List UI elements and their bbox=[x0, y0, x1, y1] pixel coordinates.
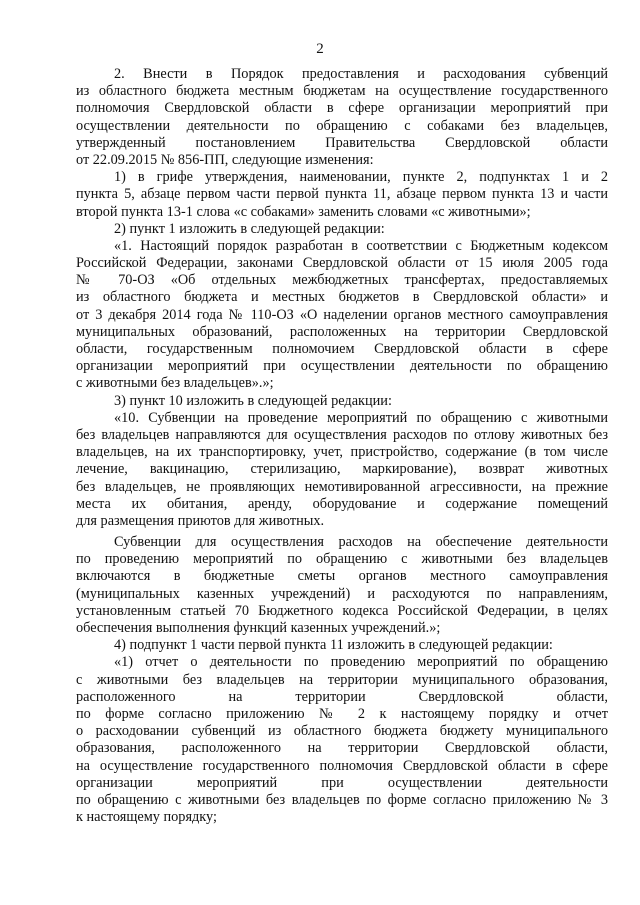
text-line: «1. Настоящий порядок разработан в соответствии с Бюджетным кодексом bbox=[114, 237, 608, 254]
text-line: обеспечения выполнения функций казенных учреждений.»; bbox=[76, 620, 441, 636]
text-line: от 22.09.2015 № 856-ПП, следующие изменения: bbox=[76, 151, 374, 168]
text-line: без владельцев направляются для осуществления расходов по отлову животных без bbox=[76, 426, 608, 443]
paragraph bbox=[76, 410, 608, 530]
text-line: Субвенции для осуществления расходов на обеспечение деятельности bbox=[114, 534, 608, 551]
text-line: организации мероприятий при осуществлении деятельности bbox=[76, 774, 608, 791]
text-line: 2) пункт 1 изложить в следующей редакции: bbox=[114, 220, 385, 237]
text-line: с животными без владельцев на территории муниципального образования, bbox=[76, 671, 608, 688]
paragraph bbox=[76, 221, 608, 238]
text-line: организации мероприятий при осуществлении деятельности по обращению bbox=[76, 358, 608, 375]
text-line: «1) отчет о деятельности по проведению мероприятий по обращению bbox=[114, 654, 608, 671]
text-line: 3) пункт 10 изложить в следующей редакции: bbox=[114, 392, 392, 409]
text-line: 2. Внести в Порядок предоставления и расходования субвенций bbox=[114, 66, 608, 82]
text-line: лечение, вакцинацию, стерилизацию, маркирование), возврат животных bbox=[76, 461, 608, 478]
text-line: по обращению с животными без владельцев по форме согласно приложению № 3 bbox=[76, 791, 608, 808]
text-line: образования, расположенного на территории Свердловской области, bbox=[76, 740, 608, 757]
text-line: утвержденный постановлением Правительства Свердловской области bbox=[76, 134, 608, 151]
text-line: «10. Субвенции на проведение мероприятий по обращению с животными bbox=[114, 409, 608, 426]
text-line: на осуществление государственного полномочия Свердловской области в сфере bbox=[76, 757, 608, 774]
text-line: расположенного на территории Свердловской области, bbox=[76, 688, 608, 705]
text-line: из областного бюджета и местных бюджетов в Свердловской области» и bbox=[76, 289, 608, 306]
text-line: о расходовании субвенций из областного бюджета бюджету муниципального bbox=[76, 723, 608, 740]
document-body bbox=[76, 66, 608, 826]
text-line: осуществлении деятельности по обращению с собаками без владельцев, bbox=[76, 117, 608, 134]
text-line: от 3 декабря 2014 года № 110-ОЗ «О наделении органов местного самоуправления bbox=[76, 306, 608, 323]
paragraph bbox=[76, 393, 608, 410]
text-line: муниципальных образований, расположенных на территории Свердловской bbox=[76, 323, 608, 340]
paragraph bbox=[76, 66, 608, 169]
paragraph bbox=[76, 169, 608, 221]
text-line: пункта 5, абзаце первом части первой пункта 11, абзаце первом пункта 13 и части bbox=[76, 186, 608, 203]
text-line: по форме согласно приложению № 2 к настоящему порядку и отчет bbox=[76, 705, 608, 722]
text-line: области, государственным полномочием Свердловской области в сфере bbox=[76, 341, 608, 357]
text-line: установленным статьей 70 Бюджетного кодекса Российской Федерации, в целях bbox=[76, 602, 608, 619]
paragraph bbox=[76, 238, 608, 393]
text-line: 1) в грифе утверждения, наименовании, пункте 2, подпунктах 1 и 2 bbox=[114, 169, 608, 186]
text-line: Российской Федерации, законами Свердловской области от 15 июля 2005 года bbox=[76, 255, 608, 272]
text-line: владельцев, на их транспортировку, учет, пристройство, содержание (в том числе bbox=[76, 444, 608, 461]
text-line: с животными без владельцев».»; bbox=[76, 375, 274, 392]
paragraph bbox=[76, 637, 608, 654]
text-line: 4) подпункт 1 части первой пункта 11 изложить в следующей редакции: bbox=[114, 637, 553, 654]
text-line: места их обитания, аренду, оборудование и содержание помещений bbox=[76, 495, 608, 512]
text-line: второй пункта 13-1 слова «с собаками» заменить словами «с животными»; bbox=[76, 203, 531, 220]
text-line: без владельцев, не проявляющих немотивированной агрессивности, на прежние bbox=[76, 478, 608, 495]
text-line: № 70-ОЗ «Об отдельных межбюджетных трансфертах, предоставляемых bbox=[76, 272, 608, 289]
page-number: 2 bbox=[316, 41, 324, 57]
text-line: (муниципальных казенных учреждений) и расходуются по направлениям, bbox=[76, 585, 608, 602]
text-line: для размещения приютов для животных. bbox=[76, 512, 325, 529]
paragraph bbox=[76, 534, 608, 637]
text-line: из областного бюджета местным бюджетам на осуществление государственного bbox=[76, 83, 608, 100]
text-line: к настоящему порядку; bbox=[76, 809, 217, 826]
text-line: полномочия Свердловской области в сфере организации мероприятий при bbox=[76, 100, 608, 117]
paragraph bbox=[76, 654, 608, 826]
text-line: включаются в бюджетные сметы органов местного самоуправления bbox=[76, 568, 608, 585]
text-line: по проведению мероприятий по обращению с животными без владельцев bbox=[76, 551, 608, 568]
